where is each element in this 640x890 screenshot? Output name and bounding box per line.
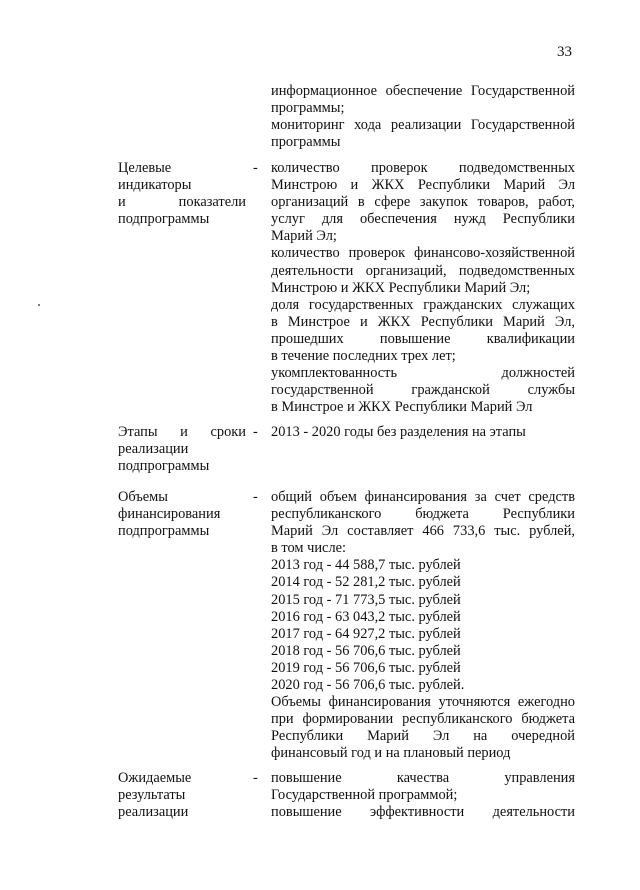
funding-year-line: 2018 год - 56 706,6 тыс. рублей [271,642,461,659]
text-line: общий объем финансирования за счет средств [271,489,575,505]
label-line: индикаторы [118,177,192,194]
funding-year-line: 2014 год - 52 281,2 тыс. рублей [271,574,461,591]
funding-year-line: 2017 год - 64 927,2 тыс. рублей [271,625,461,642]
text-line: в том числе: [271,540,347,557]
label-line: и показатели [118,194,246,211]
text-line: Государственной программой; [271,787,458,804]
text-line: укомплектованность должностей [271,365,575,382]
label-line: реализации [118,804,189,821]
section-label [118,489,246,540]
text-line: 2013 - 2020 годы без разделения на этапы [271,424,526,440]
text-line: Минстрою и ЖКХ Республики Марий Эл; [271,279,531,296]
text-line: в Минстрое и ЖКХ Республики Марий Эл, [271,313,575,330]
intro-content [271,83,575,151]
section-dash: - [253,160,258,176]
section-content [271,424,575,441]
funding-year-line: 2013 год - 44 588,7 тыс. рублей [271,557,461,574]
text-line: количество проверок финансово-хозяйственной [271,245,575,262]
text-line: государственной гражданской службы [271,382,575,399]
text-line: в течение последних трех лет; [271,348,456,365]
text-line: Минстрою и ЖКХ Республики Марий Эл [271,177,575,194]
label-line: Этапы и сроки [118,424,246,440]
text-line: Марий Эл составляет 466 733,6 тыс. рублей, [271,523,575,540]
scan-speck [38,304,40,306]
label-line: реализации [118,441,189,458]
text-line: программы [271,134,341,151]
text-line: республиканского бюджета Республики [271,506,575,523]
section-content [271,770,575,821]
funding-year-line: 2020 год - 56 706,6 тыс. рублей. [271,677,465,694]
text-line: прошедших повышение квалификации [271,330,575,347]
page-number: 33 [557,44,572,60]
label-line: подпрограммы [118,523,210,540]
section-content [271,160,575,416]
text-line: количество проверок подведомственных [271,160,575,176]
section-dash: - [253,489,258,505]
text-line: Объемы финансирования уточняются ежегодно [271,694,575,711]
funding-year-line: 2015 год - 71 773,5 тыс. рублей [271,591,461,608]
label-line: Целевые [118,160,172,176]
section-label [118,160,246,228]
text-line: деятельности организаций, подведомственных [271,262,575,279]
section-content [271,489,575,763]
label-line: финансирования [118,506,221,523]
label-line: подпрограммы [118,211,210,228]
text-line: при формировании республиканского бюджета [271,711,575,728]
text-line: мониторинг хода реализации Государственной [271,117,575,134]
text-line: услуг для обеспечения нужд Республики [271,211,575,228]
text-line: повышение качества управления [271,770,575,786]
text-line: программы; [271,100,345,117]
text-line: повышение эффективности деятельности [271,804,575,821]
section-dash: - [253,424,258,440]
label-line: результаты [118,787,186,804]
text-line: Марий Эл; [271,228,337,245]
text-line: организаций в сфере закупок товаров, работ, [271,194,575,211]
label-line: подпрограммы [118,458,210,475]
label-line: Ожидаемые [118,770,192,786]
section-dash: - [253,770,258,786]
funding-year-line: 2016 год - 63 043,2 тыс. рублей [271,608,461,625]
section-label [118,770,246,821]
section-label [118,424,246,475]
label-line: Объемы [118,489,168,505]
text-line: в Минстрое и ЖКХ Республики Марий Эл [271,399,533,416]
text-line: финансовый год и на плановый период [271,745,511,762]
text-line: Республики Марий Эл на очередной [271,728,575,745]
text-line: информационное обеспечение Государственной [271,83,575,99]
funding-year-line: 2019 год - 56 706,6 тыс. рублей [271,659,461,676]
text-line: доля государственных гражданских служащих [271,296,575,313]
